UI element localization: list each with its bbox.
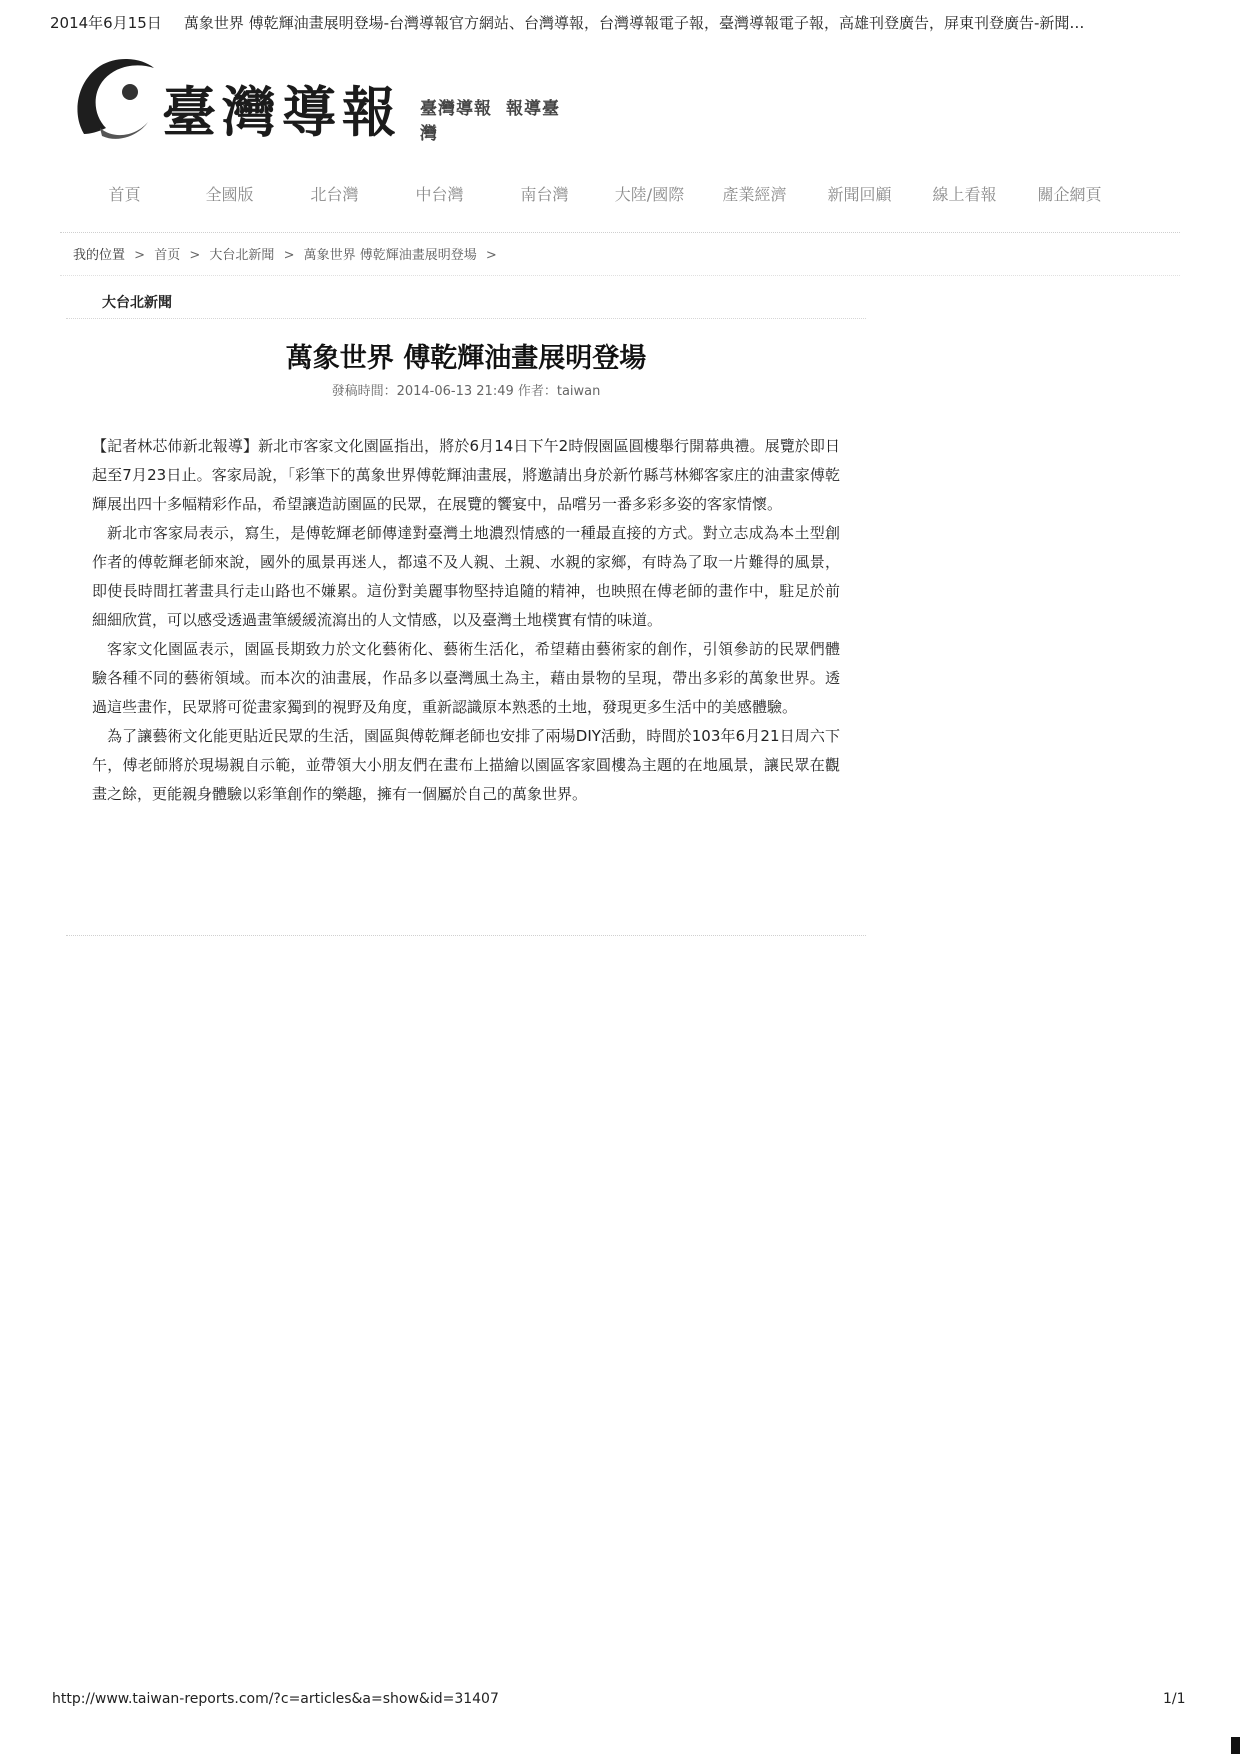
logo-text: 臺灣導報 xyxy=(162,80,402,144)
article-body xyxy=(92,432,840,809)
print-footer-url: http://www.taiwan-reports.com/?c=articles&a=show&id=31407 xyxy=(52,1691,499,1707)
section-divider xyxy=(66,318,866,319)
breadcrumb-divider xyxy=(60,275,1180,276)
slogan-2: 報導臺灣 xyxy=(420,99,560,144)
breadcrumb-separator: > xyxy=(485,248,497,263)
site-slogan xyxy=(420,94,590,144)
breadcrumb xyxy=(73,244,502,263)
breadcrumb-label: 我的位置 xyxy=(73,248,126,263)
breadcrumb-separator: > xyxy=(283,248,295,263)
nav-item-national[interactable]: 全國版 xyxy=(205,185,254,204)
scan-mark xyxy=(1231,1737,1240,1754)
article-paragraph: 客家文化園區表示，園區長期致力於文化藝術化、藝術生活化，希望藉由藝術家的創作，引領參訪的民眾們體驗各種不同的藝術領域。而本次的油畫展，作品多以臺灣風土為主，藉由景物的呈現，帶出多彩的萬象世界。透過這些畫作，民眾將可從畫家獨到的視野及角度，重新認識原本熟悉的土地，發現更多生活中的美感體驗。 xyxy=(92,640,840,716)
section-label: 大台北新聞 xyxy=(102,295,172,311)
article-meta: 發稿時間：2014-06-13 21:49 作者：taiwan xyxy=(331,384,601,399)
nav-item-partners[interactable]: 關企網頁 xyxy=(1037,185,1102,204)
nav-item-central[interactable]: 中台灣 xyxy=(415,185,464,204)
breadcrumb-home[interactable]: 首页 xyxy=(154,248,181,263)
breadcrumb-section[interactable]: 大台北新聞 xyxy=(209,248,275,263)
nav-divider xyxy=(60,232,1180,233)
nav-item-review[interactable]: 新聞回顧 xyxy=(827,185,892,204)
nav-item-south[interactable]: 南台灣 xyxy=(520,185,569,204)
print-page-title: 萬象世界 傅乾輝油畫展明登場-台灣導報官方網站、台灣導報，台灣導報電子報，臺灣導報電子報，高雄刊登廣告，屏東刊登廣告-新聞… xyxy=(183,14,1085,32)
nav-item-home[interactable]: 首頁 xyxy=(108,185,141,204)
breadcrumb-current[interactable]: 萬象世界 傅乾輝油畫展明登場 xyxy=(303,248,477,263)
main-nav xyxy=(72,182,1172,205)
breadcrumb-separator: > xyxy=(189,248,201,263)
article-paragraph: 新北市客家局表示，寫生，是傅乾輝老師傳達對臺灣土地濃烈情感的一種最直接的方式。對立志成為本土型創作者的傅乾輝老師來說，國外的風景再迷人，都遠不及人親、土親、水親的家鄉，有時為了取一片難得的風景，即使長時間扛著畫具行走山路也不嫌累。這份對美麗事物堅持追隨的精神，也映照在傅老師的畫作中，駐足於前細細欣賞，可以感受透過畫筆緩緩流瀉出的人文情感，以及臺灣土地樸實有情的味道。 xyxy=(92,524,840,629)
print-header xyxy=(50,12,1190,33)
nav-item-north[interactable]: 北台灣 xyxy=(310,185,359,204)
print-page-number: 1/1 xyxy=(1163,1691,1186,1707)
print-date: 2014年6月15日 xyxy=(50,14,162,32)
logo-swoosh-icon xyxy=(70,52,165,147)
slogan-1: 臺灣導報 xyxy=(420,99,492,119)
breadcrumb-separator: > xyxy=(134,248,146,263)
article-divider xyxy=(66,935,866,936)
article-title: 萬象世界 傅乾輝油畫展明登場 xyxy=(285,343,647,374)
nav-item-epaper[interactable]: 線上看報 xyxy=(932,185,997,204)
nav-item-international[interactable]: 大陸/國際 xyxy=(614,185,685,204)
site-logo[interactable] xyxy=(70,52,590,152)
nav-item-economy[interactable]: 產業經濟 xyxy=(722,185,787,204)
article-paragraph: 為了讓藝術文化能更貼近民眾的生活，園區與傅乾輝老師也安排了兩場DIY活動，時間於103年6月21日周六下午，傅老師將於現場親自示範，並帶領大小朋友們在畫布上描繪以園區客家圓樓為主題的在地風景，讓民眾在觀畫之餘，更能親身體驗以彩筆創作的樂趣，擁有一個屬於自己的萬象世界。 xyxy=(92,727,840,803)
article-paragraph: 【記者林芯伂新北報導】新北市客家文化園區指出，將於6月14日下午2時假園區圓樓舉行開幕典禮。展覽於即日起至7月23日止。客家局說，「彩筆下的萬象世界傅乾輝油畫展，將邀請出身於新竹縣芎林鄉客家庄的油畫家傅乾輝展出四十多幅精彩作品，希望讓造訪園區的民眾，在展覽的饗宴中，品嚐另一番多彩多姿的客家情懷。 xyxy=(92,437,840,513)
